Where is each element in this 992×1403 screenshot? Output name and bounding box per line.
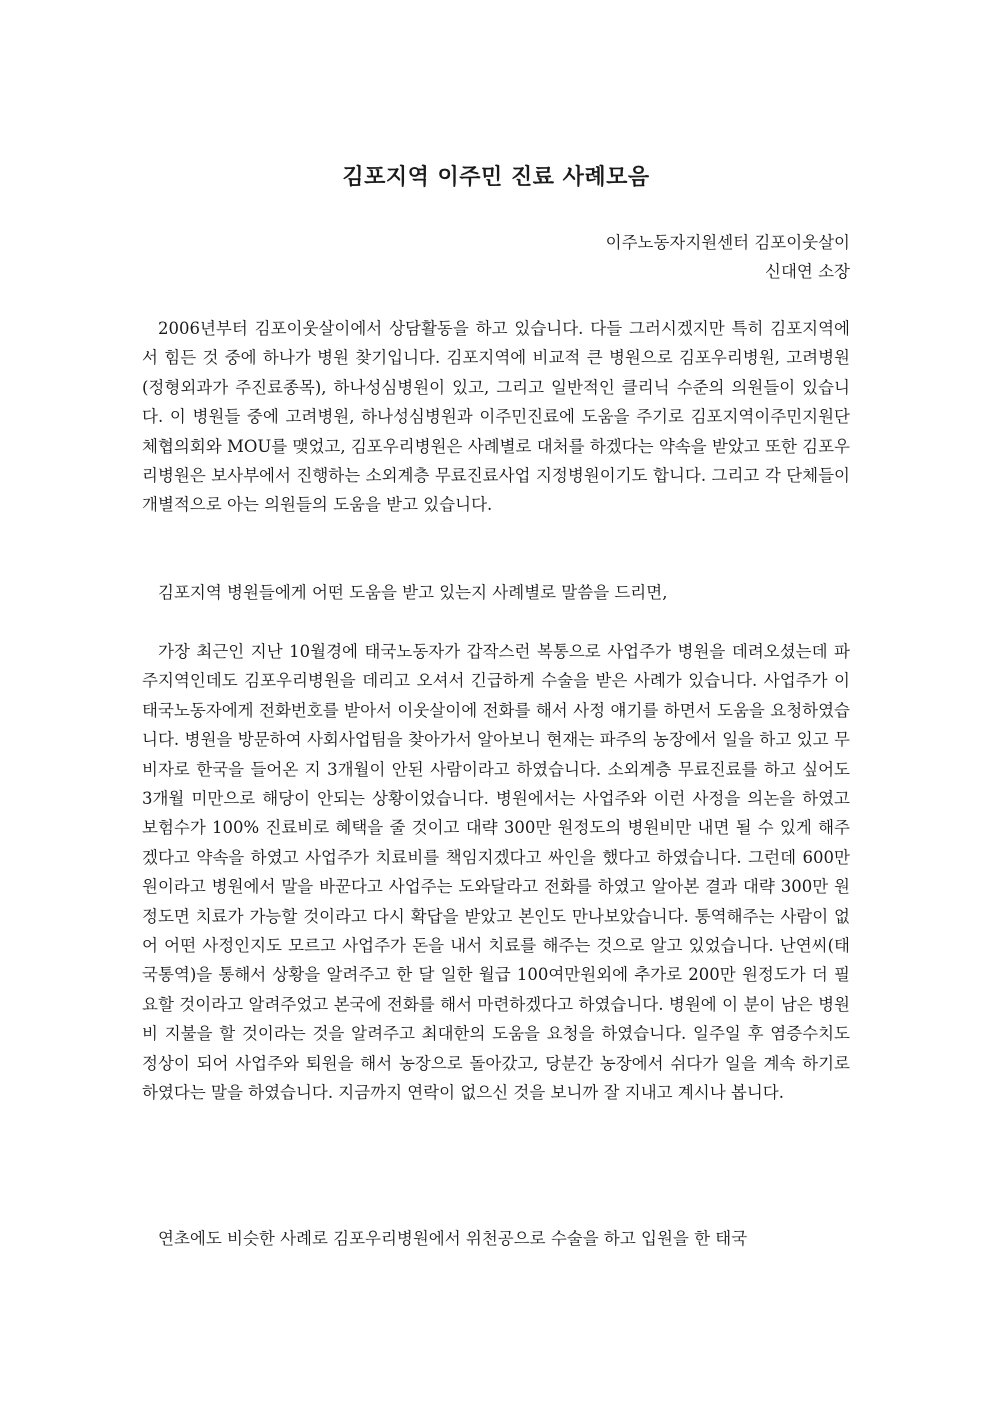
author-block [606,228,850,286]
paragraph-intro: 2006년부터 김포이웃살이에서 상담활동을 하고 있습니다. 다들 그러시겠지만 특히 김포지역에서 힘든 것 중에 하나가 병원 찾기입니다. 김포지역에 비교적 큰 병원으로 김포우리병원, 고려병원(정형외과가 주진료종목), 하나성심병원이 있고, 그리고 일반적인 클리닉 수준의 의원들이 있습니다. 이 병원들 중에 고려병원, 하나성심병원과 이주민진료에 도움을 주기로 김포지역이주민지원단체협의회와 MOU를 맺었고, 김포우리병원은 사례별로 대처를 하겠다는 약속을 받았고 또한 김포우리병원은 보사부에서 진행하는 소외계층 무료진료사업 지정병원이기도 합니다. 그리고 각 단체들이 개별적으로 아는 의원들의 도움을 받고 있습니다. [142,319,850,515]
paragraph-lead-in: 김포지역 병원들에게 어떤 도움을 받고 있는지 사례별로 말씀을 드리면, [158,583,668,602]
author-name-title: 신대연 소장 [765,262,850,281]
document-title: 김포지역 이주민 진료 사례모음 [342,164,650,190]
paragraph-case-2: 연초에도 비슷한 사례로 김포우리병원에서 위천공으로 수술을 하고 입원을 한 태국 [158,1229,748,1248]
author-organization: 이주노동자지원센터 김포이웃살이 [605,233,850,252]
paragraph-case-1: 가장 최근인 지난 10월경에 태국노동자가 갑작스런 복통으로 사업주가 병원을 데려오셨는데 파주지역인데도 김포우리병원을 데리고 오셔서 긴급하게 수술을 받은 사례가 있습니다. 사업주가 이 태국노동자에게 전화번호를 받아서 이웃살이에 전화를 해서 사정 얘기를 하면서 도움을 요청하였습니다. 병원을 방문하여 사회사업팀을 찾아가서 알아보니 현재는 파주의 농장에서 일을 하고 있고 무비자로 한국을 들어온 지 3개월이 안된 사람이라고 하였습니다. 소외계층 무료진료를 하고 싶어도 3개월 미만으로 해당이 안되는 상황이었습니다. 병원에서는 사업주와 이런 사정을 의논을 하였고 보험수가 100% 진료비로 혜택을 줄 것이고 대략 300만 원정도의 병원비만 내면 될 수 있게 해주겠다고 약속을 하였고 사업주가 치료비를 책임지겠다고 싸인을 했다고 하였습니다. 그런데 600만원이라고 병원에서 말을 바꾼다고 사업주는 도와달라고 전화를 하였고 알아본 결과 대략 300만 원정도면 치료가 가능할 것이라고 다시 확답을 받았고 본인도 만나보았습니다. 통역해주는 사람이 없어 어떤 사정인지도 모르고 사업주가 돈을 내서 치료를 해주는 것으로 알고 있었습니다. 난연씨(태국통역)을 통해서 상황을 알려주고 한 달 일한 월급 100여만원외에 추가로 200만 원정도가 더 필요할 것이라고 알려주었고 본국에 전화를 해서 마련하겠다고 하였습니다. 병원에 이 분이 남은 병원비 지불을 할 것이라는 것을 알려주고 최대한의 도움을 요청을 하였습니다. 일주일 후 염증수치도 정상이 되어 사업주와 퇴원을 해서 농장으로 돌아갔고, 당분간 농장에서 쉬다가 일을 계속 하기로 하였다는 말을 하였습니다. 지금까지 연락이 없으신 것을 보니까 잘 지내고 계시나 봅니다. [142,642,850,1103]
